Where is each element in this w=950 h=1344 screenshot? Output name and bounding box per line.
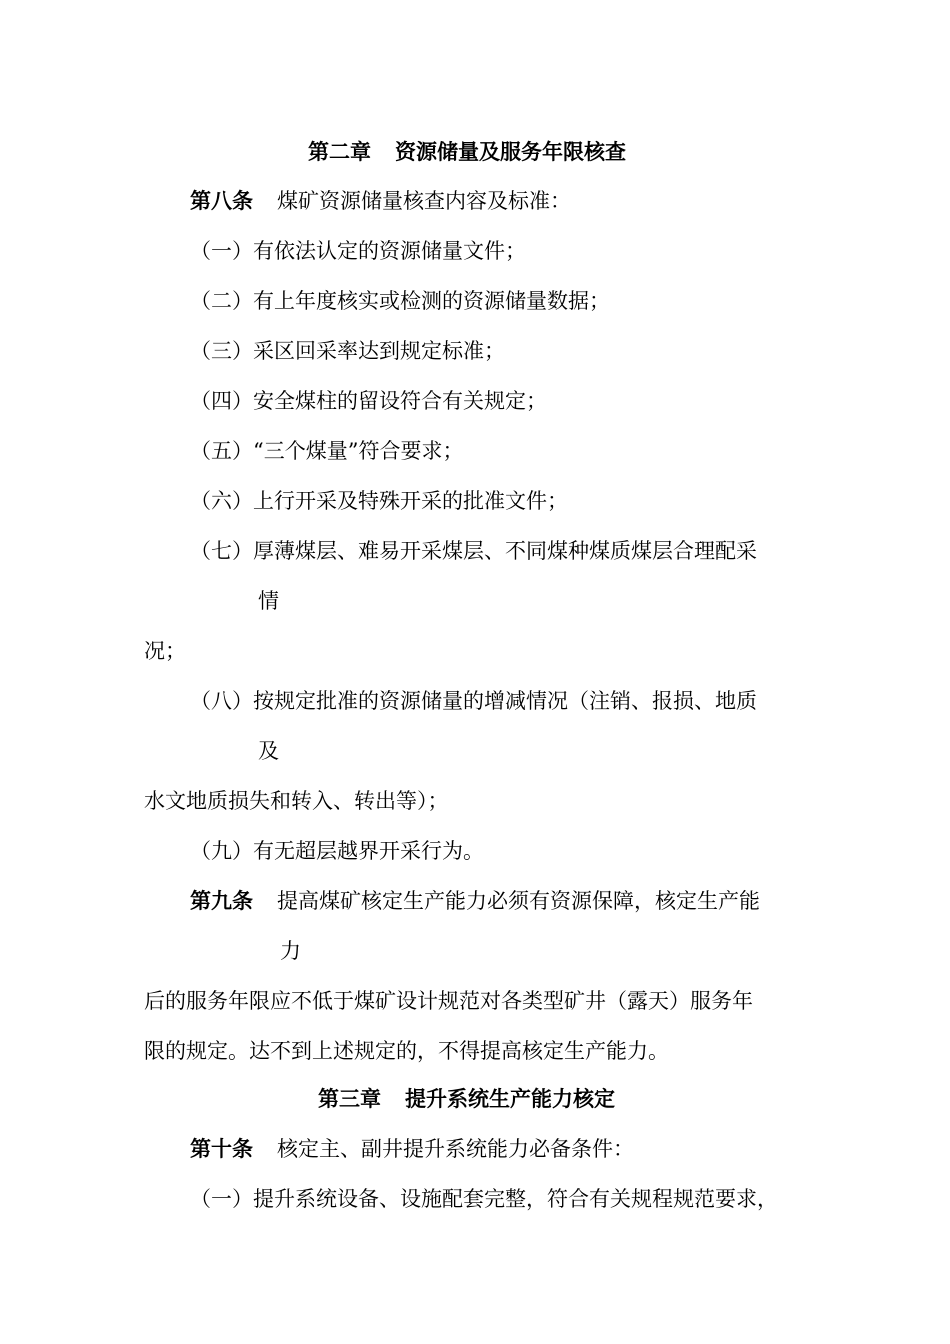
item-continuation: 况； [144, 639, 186, 663]
item-number: （四） [190, 389, 253, 413]
item-text-wrap: 及 [258, 739, 279, 763]
list-item [190, 336, 505, 366]
list-item [190, 236, 526, 266]
article-9-wrap: 力 [280, 939, 301, 963]
article-9-continuation: 限的规定。达不到上述规定的，不得提高核定生产能力。 [144, 1039, 669, 1063]
item-number: （一） [190, 1187, 253, 1211]
list-item [190, 286, 610, 316]
item-number: （九） [190, 839, 253, 863]
chapter-3-title: 提升系统生产能力核定 [405, 1087, 615, 1111]
item-text: 厚薄煤层、难易开采煤层、不同煤种煤质煤层合理配采 [253, 539, 757, 563]
list-item [190, 836, 484, 866]
item-number: （七） [190, 539, 253, 563]
item-text: 按规定批准的资源储量的增减情况（注销、报损、地质 [253, 689, 757, 713]
item-number: （二） [190, 289, 253, 313]
item-text: 提升系统设备、设施配套完整，符合有关规程规范要求， [253, 1187, 778, 1211]
article-9-line [190, 886, 760, 916]
item-text: 上行开采及特殊开采的批准文件； [253, 489, 568, 513]
item-number: （一） [190, 239, 253, 263]
list-item [190, 486, 568, 516]
chapter-3-number: 第三章 [318, 1087, 381, 1111]
item-text: 采区回采率达到规定标准； [253, 339, 505, 363]
list-item [190, 386, 547, 416]
item-number: （三） [190, 339, 253, 363]
list-item [190, 436, 463, 466]
item-number: （八） [190, 689, 253, 713]
item-text: 有上年度核实或检测的资源储量数据； [253, 289, 610, 313]
article-9-continuation: 后的服务年限应不低于煤矿设计规范对各类型矿井（露天）服务年 [144, 989, 753, 1013]
article-9-label: 第九条 [190, 889, 253, 913]
item-text: 安全煤柱的留设符合有关规定； [253, 389, 547, 413]
article-10-text: 核定主、副井提升系统能力必备条件： [277, 1137, 634, 1161]
chapter-2-title: 资源储量及服务年限核查 [395, 140, 626, 164]
item-text: “三个煤量”符合要求； [253, 439, 464, 463]
article-9-text: 提高煤矿核定生产能力必须有资源保障，核定生产能 [277, 889, 760, 913]
item-continuation: 水文地质损失和转入、转出等）； [144, 789, 449, 813]
article-10-intro [190, 1134, 634, 1164]
chapter-2-number: 第二章 [308, 140, 371, 164]
article-8-intro [190, 186, 571, 216]
article-8-label: 第八条 [190, 189, 253, 213]
item-number: （六） [190, 489, 253, 513]
chapter-3-heading [318, 1084, 615, 1114]
article-8-text: 煤矿资源储量核查内容及标准： [277, 189, 571, 213]
item-text: 有依法认定的资源储量文件； [253, 239, 526, 263]
item-text-wrap: 情 [258, 589, 279, 613]
list-item [190, 536, 757, 566]
list-item [190, 1184, 778, 1214]
list-item [190, 686, 757, 716]
article-10-label: 第十条 [190, 1137, 253, 1161]
item-text: 有无超层越界开采行为。 [253, 839, 484, 863]
chapter-2-heading [308, 137, 626, 167]
item-number: （五） [190, 439, 253, 463]
